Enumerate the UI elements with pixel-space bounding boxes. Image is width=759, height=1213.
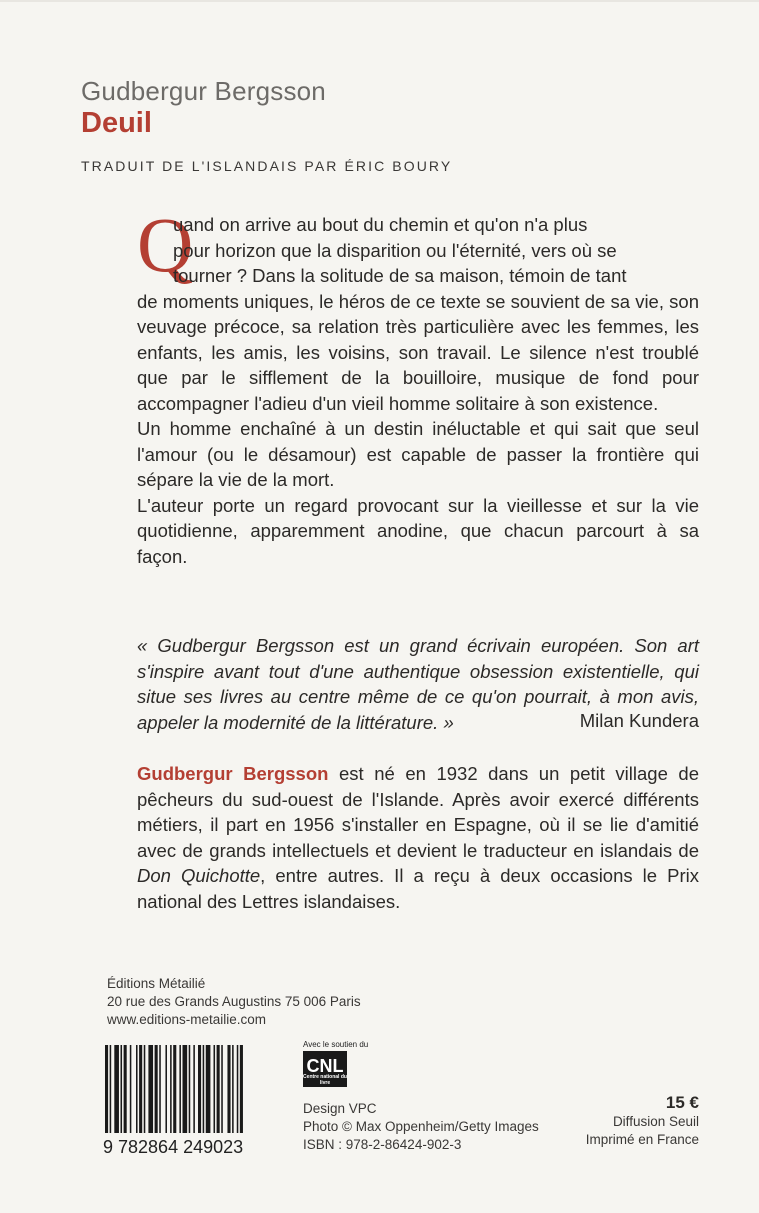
blurb-line-2: pour horizon que la disparition ou l'éternité, vers où se <box>173 239 617 261</box>
blurb-line-3: tourner ? Dans la solitude de sa maison, témoin de tant <box>173 265 627 286</box>
bio-text-end: , entre autres. Il a reçu à deux occasions le Prix national des Lettres islandaises. <box>137 865 699 912</box>
barcode-bar <box>173 1045 176 1133</box>
author-bio <box>137 761 699 914</box>
barcode-bar <box>193 1045 195 1133</box>
cnl-logo <box>303 1040 373 1087</box>
printed-in: Imprimé en France <box>585 1132 699 1147</box>
barcode-bar <box>114 1045 119 1133</box>
barcode-bar <box>198 1045 201 1133</box>
barcode-bar <box>179 1045 181 1133</box>
publisher-website: www.editions-metailie.com <box>107 1012 267 1027</box>
translator-credit: TRADUIT DE L'ISLANDAIS PAR ÉRIC BOURY <box>81 158 453 174</box>
barcode-bar <box>227 1045 230 1133</box>
barcode-bar <box>214 1045 216 1133</box>
barcode-bar <box>165 1045 167 1133</box>
barcode-bar <box>206 1045 211 1133</box>
publisher-address: 20 rue des Grands Augustins 75 006 Paris <box>107 994 361 1009</box>
publisher-name: Éditions Métailié <box>107 976 206 991</box>
isbn: ISBN : 978-2-86424-902-3 <box>303 1137 462 1152</box>
barcode-bar <box>110 1045 112 1133</box>
barcode-bar <box>139 1045 142 1133</box>
quote-author: Milan Kundera <box>579 710 699 731</box>
blurb-paragraph-1-rest: de moments uniques, le héros de ce texte se souvient de sa vie, son veuvage précoce, sa relation très particulière avec les femmes, les enfants, les amis, les voisins, son travail. Le silence n'est troublé que par le sifflement de la bouilloire, musique de fond pour accompagner l'adieu d'un vieil homme solitaire à son existence. <box>137 290 699 414</box>
barcode-bar <box>189 1045 191 1133</box>
cnl-subtitle: Centre national du livre <box>303 1074 347 1086</box>
barcode-bar <box>105 1045 108 1133</box>
barcode-bars <box>105 1045 243 1133</box>
barcode-bar <box>130 1045 132 1133</box>
barcode-bar <box>170 1045 172 1133</box>
blurb-paragraph-2: Un homme enchaîné à un destin inéluctable et qui sait que seul l'amour (ou le désamour) est capable de passer la frontière qui sépare la vie de la mort. <box>137 418 699 490</box>
publisher-info <box>107 975 361 1029</box>
cnl-letters: CNL <box>306 1056 344 1076</box>
barcode-digits: 9 782864 249023 <box>103 1137 244 1157</box>
blurb-line-1: uand on arrive au bout du chemin et qu'on n'a plus <box>173 214 588 235</box>
design-credit: Design VPC <box>303 1101 377 1116</box>
barcode-bar <box>144 1045 146 1133</box>
blurb-text <box>137 212 699 569</box>
barcode-bar <box>148 1045 153 1133</box>
blurb-paragraph-3: L'auteur porte un regard provocant sur la vieillesse et sur la vie quotidienne, apparemment anodine, que chacun parcourt à sa façon. <box>137 494 699 567</box>
barcode <box>103 1045 283 1157</box>
barcode-bar <box>217 1045 220 1133</box>
barcode-bar <box>183 1045 188 1133</box>
photo-credit: Photo © Max Oppenheim/Getty Images <box>303 1119 539 1134</box>
distribution-info <box>586 1113 699 1149</box>
barcode-bar <box>159 1045 161 1133</box>
distributor: Diffusion Seuil <box>612 1114 699 1129</box>
barcode-bar <box>240 1045 243 1133</box>
review-quote: « Gudbergur Bergsson est un grand écrivain européen. Son art s'inspire avant tout d'une authentique obsession existentielle, qui situe ses livres au centre même de ce qu'on pourrait, à mon avis, appeler la modernité de la littérature. » <box>137 635 699 733</box>
drop-cap: Q <box>137 201 194 288</box>
price: 15 € <box>665 1093 699 1112</box>
top-edge <box>0 0 759 2</box>
barcode-bar <box>237 1045 239 1133</box>
barcode-bar <box>121 1045 123 1133</box>
barcode-bar <box>221 1045 223 1133</box>
bio-author-name: Gudbergur Bergsson <box>137 763 329 784</box>
barcode-bar <box>136 1045 138 1133</box>
bio-text: est né en 1932 dans un petit village de pêcheurs du sud-ouest de l'Islande. Après avoir exercé différents métiers, il part en 1956 s'installer en Espagne, où il se lie d'amitié avec de grands intellectuels et devient le traducteur en islandais de <box>137 763 699 861</box>
barcode-bar <box>232 1045 234 1133</box>
book-title: Deuil <box>81 107 152 139</box>
barcode-bar <box>203 1045 205 1133</box>
credits <box>303 1100 539 1154</box>
cnl-support-text: Avec le soutien du <box>303 1040 369 1049</box>
bio-work-title: Don Quichotte <box>137 865 261 886</box>
barcode-bar <box>124 1045 127 1133</box>
barcode-bar <box>155 1045 158 1133</box>
cnl-mark <box>303 1051 347 1087</box>
author-name: Gudbergur Bergsson <box>81 76 326 106</box>
